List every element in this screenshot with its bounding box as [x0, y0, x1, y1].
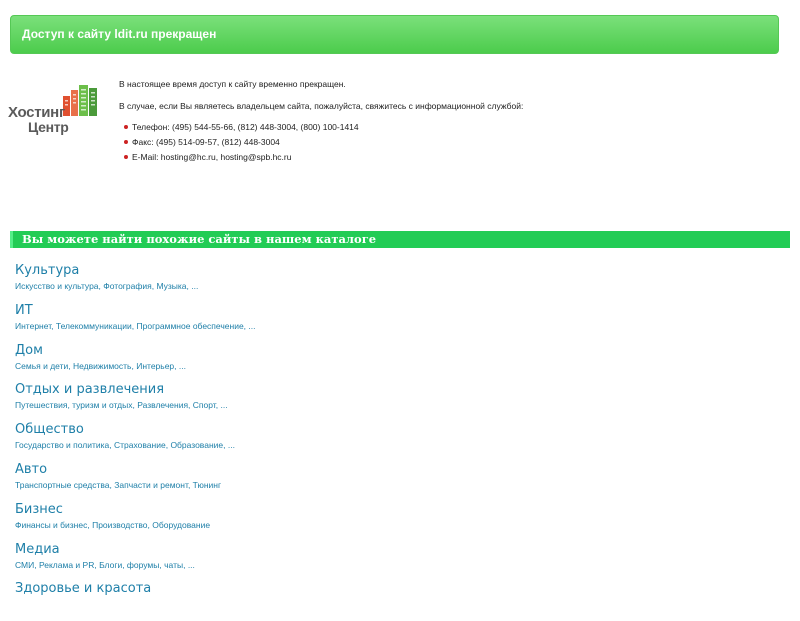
subcategory-link[interactable]: Музыка	[156, 281, 187, 291]
category-title-link[interactable]: Бизнес	[15, 501, 63, 517]
subcategory-links: Транспортные средства, Запчасти и ремонт, Тюнинг	[15, 479, 222, 490]
category-list	[15, 263, 775, 621]
contact-fax	[119, 136, 359, 151]
more-link[interactable]: ...	[248, 320, 256, 331]
category-item	[15, 382, 775, 422]
access-notice: В настоящее время доступ к сайту временно прекращен.	[119, 79, 346, 89]
subcategory-link[interactable]: Страхование	[114, 440, 166, 451]
subcategory-links: Искусство и культура, Фотография, Музыка, ...	[15, 281, 199, 291]
category-title-link[interactable]: Авто	[15, 461, 48, 477]
category-title-link[interactable]: Медиа	[15, 541, 60, 557]
owner-note: В случае, если Вы являетесь владельцем сайта, пожалуйста, свяжитесь с информационной службой:	[119, 101, 524, 111]
subcategory-link[interactable]: Фотография	[103, 281, 152, 291]
more-link[interactable]: ...	[191, 281, 199, 291]
hosting-center-logo	[8, 82, 100, 138]
subcategory-link[interactable]: Развлечения	[137, 400, 189, 411]
subcategory-link[interactable]: Искусство и культура	[15, 281, 99, 291]
catalog-header	[10, 231, 790, 248]
subcategory-link[interactable]: Путешествия, туризм и отдых	[15, 400, 133, 411]
more-link[interactable]: ...	[187, 559, 195, 570]
subcategory-link[interactable]: СМИ, Реклама и PR	[15, 559, 95, 570]
subcategory-links: Финансы и бизнес, Производство, Оборудование	[15, 519, 211, 530]
subcategory-link[interactable]: Интерьер	[136, 360, 175, 371]
category-item	[15, 303, 775, 343]
category-item	[15, 263, 775, 303]
subcategory-links: СМИ, Реклама и PR, Блоги, форумы, чаты, ...	[15, 559, 195, 570]
category-item	[15, 581, 775, 621]
subcategory-link[interactable]: Тюнинг	[192, 479, 222, 490]
category-item	[15, 542, 775, 582]
category-title-link[interactable]: ИТ	[15, 302, 33, 318]
logo-word-hosting: Хостинг	[8, 104, 65, 121]
subcategory-link[interactable]: Интернет	[15, 320, 52, 331]
logo-word-center: Центр	[28, 119, 69, 135]
subcategory-link[interactable]: Семья и дети	[15, 360, 69, 371]
subcategory-link[interactable]: Образование	[170, 440, 224, 451]
more-link[interactable]: ...	[178, 360, 186, 371]
building-logo-icon	[63, 82, 101, 116]
more-link[interactable]: ...	[220, 400, 228, 411]
subcategory-link[interactable]: Транспортные средства	[15, 479, 110, 490]
contact-email	[119, 151, 359, 166]
subcategory-link[interactable]: Запчасти и ремонт	[114, 479, 188, 490]
subcategory-links: Семья и дети, Недвижимость, Интерьер, ...	[15, 360, 186, 371]
subcategory-links: Путешествия, туризм и отдых, Развлечения, Спорт, ...	[15, 400, 228, 411]
catalog-title: Вы можете найти похожие сайты в нашем каталоге	[22, 232, 377, 246]
bullet-icon	[124, 125, 128, 129]
category-title-link[interactable]: Дом	[15, 342, 43, 358]
subcategory-link[interactable]: Финансы и бизнес	[15, 519, 88, 530]
more-link[interactable]: ...	[227, 440, 235, 451]
subcategory-link[interactable]: Государство и политика	[15, 440, 110, 451]
subcategory-link[interactable]: Спорт	[192, 400, 216, 411]
contact-phone-text: Телефон: (495) 544-55-66, (812) 448-3004, (800) 100-1414	[132, 122, 359, 132]
top-banner	[10, 15, 779, 54]
contact-list	[119, 121, 359, 166]
subcategory-link[interactable]: Программное обеспечение	[136, 320, 244, 331]
category-item	[15, 422, 775, 462]
banner-title: Доступ к сайту ldit.ru прекращен	[22, 27, 217, 41]
subcategory-link[interactable]: Телекоммуникации	[55, 320, 132, 331]
category-title-link[interactable]: Здоровье и красота	[15, 581, 152, 597]
subcategory-link[interactable]: Производство	[92, 519, 148, 530]
category-item	[15, 462, 775, 502]
category-item	[15, 343, 775, 383]
contact-email-text: E-Mail: hosting@hc.ru, hosting@spb.hc.ru	[132, 152, 292, 162]
subcategory-link[interactable]: Блоги, форумы, чаты	[99, 559, 184, 570]
subcategory-link[interactable]: Оборудование	[152, 519, 211, 530]
contact-phone	[119, 121, 359, 136]
contact-fax-text: Факс: (495) 514-09-57, (812) 448-3004	[132, 137, 280, 147]
bullet-icon	[124, 140, 128, 144]
subcategory-links: Интернет, Телекоммуникации, Программное обеспечение, ...	[15, 320, 256, 331]
category-item	[15, 502, 775, 542]
subcategory-links: Государство и политика, Страхование, Образование, ...	[15, 440, 235, 451]
category-title-link[interactable]: Отдых и развлечения	[15, 382, 165, 398]
subcategory-link[interactable]: Недвижимость	[73, 360, 132, 371]
category-title-link[interactable]: Общество	[15, 422, 84, 438]
bullet-icon	[124, 155, 128, 159]
category-title-link[interactable]: Культура	[15, 263, 80, 278]
